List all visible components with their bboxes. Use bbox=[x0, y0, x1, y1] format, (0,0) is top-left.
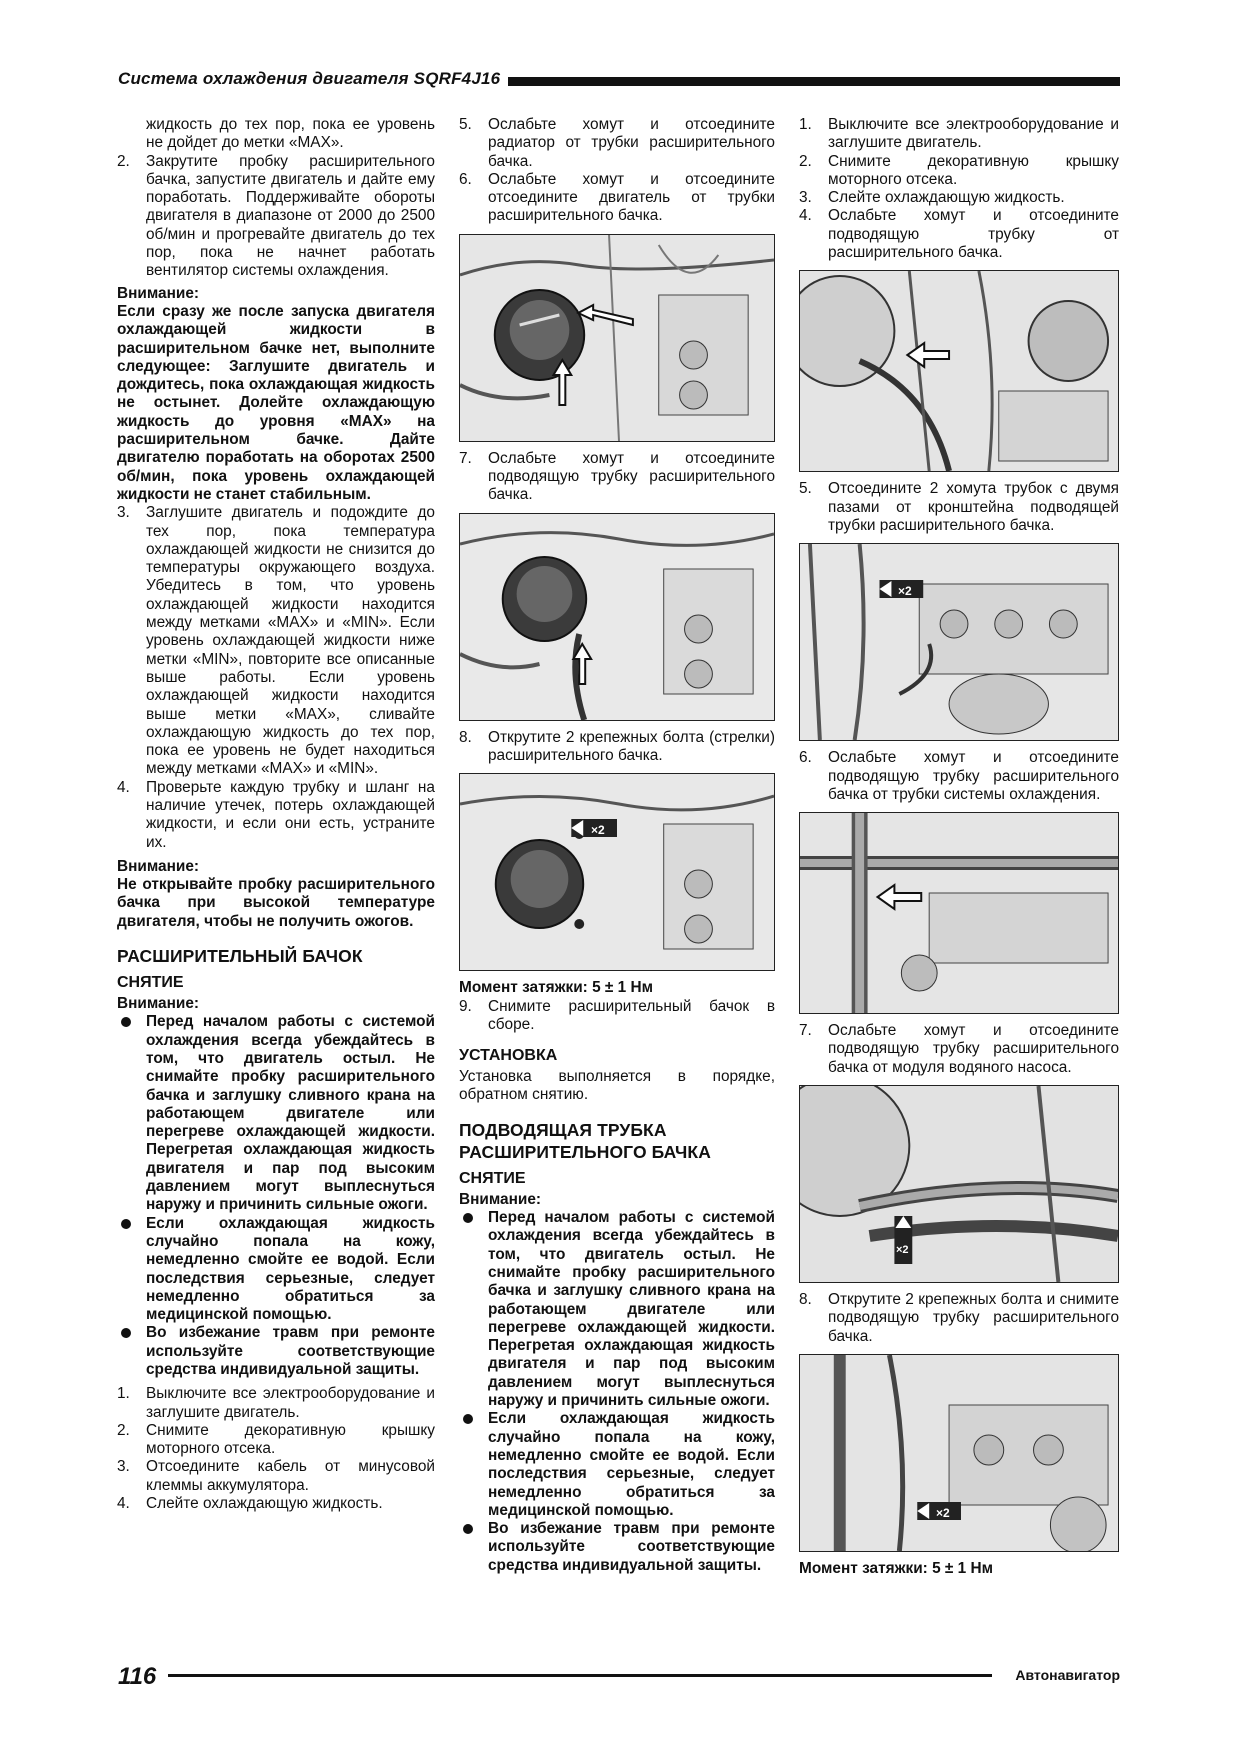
step-item: 5. Отсоедините 2 хомута трубок с двумя пазами от кронштейна подводящей трубки расширительного бачка. bbox=[799, 480, 1119, 534]
bullet-item: Если охлаждающая жидкость случайно попала на кожу, немедленно смойте ее водой. Если последствия серьезные, следует немедленно обратиться за медицинской помощью. bbox=[117, 1215, 435, 1325]
step-item: 7. Ослабьте хомут и отсоедините подводящую трубку расширительного бачка. bbox=[459, 449, 775, 504]
torque-spec: Момент затяжки: 5 ± 1 Нм bbox=[799, 1559, 993, 1577]
step-item: 3. Слейте охлаждающую жидкость. bbox=[799, 189, 1065, 207]
bullet-icon bbox=[463, 1524, 473, 1534]
step-item: 9. Снимите расширительный бачок в сборе. bbox=[459, 997, 775, 1033]
bullet-icon bbox=[121, 1219, 131, 1229]
bullet-item: Перед началом работы с системой охлаждения всегда убеждайтесь в том, что двигатель остыл. Не снимайте пробку расширительного бачка и заглушку сливного крана на работающем двигателе или перегреве охлаждающей жидкости. Перегретая охлаждающая жидкость двигателя и пар под высоким давлением могут выплеснуться наружу и причинить сильные ожоги. bbox=[459, 1209, 775, 1410]
step-item: 7. Ослабьте хомут и отсоедините подводящую трубку расширительного бачка от модуля водяного насоса. bbox=[799, 1022, 1119, 1076]
engine-photo-feed-tube-tank bbox=[799, 270, 1119, 472]
step-item: 2. Снимите декоративную крышку моторного отсека. bbox=[117, 1421, 435, 1458]
section-title: ПОДВОДЯЩАЯ ТРУБКА РАСШИРИТЕЛЬНОГО БАЧКА bbox=[459, 1119, 711, 1162]
step-item: 5. Ослабьте хомут и отсоедините радиатор от трубки расширительного бачка. bbox=[459, 116, 775, 170]
footer-rule bbox=[168, 1674, 992, 1677]
step-item: 1. Выключите все электрооборудование и заглушите двигатель. bbox=[117, 1385, 435, 1421]
step-item: 4. Ослабьте хомут и отсоедините подводящую трубку от расширительного бачка. bbox=[799, 207, 1119, 262]
engine-photo-tube-clamps bbox=[799, 543, 1119, 741]
paragraph: жидкость до тех пор, пока ее уровень не дойдет до метки «MAX». bbox=[146, 116, 435, 152]
step-item: 3. Отсоедините кабель от минусовой клеммы аккумулятора. bbox=[117, 1458, 435, 1494]
step-item: 8. Открутите 2 крепежных болта (стрелки) расширительного бачка. bbox=[459, 728, 775, 764]
bullet-icon bbox=[463, 1213, 473, 1223]
step-item: 4. Проверьте каждую трубку и шланг на наличие утечек, потерь охлаждающей жидкости, и если они есть, устраните их. bbox=[117, 778, 435, 851]
subsection-title: УСТАНОВКА bbox=[459, 1047, 558, 1065]
step-item: 2. Закрутите пробку расширительного бачка, запустите двигатель и дайте ему поработать. Поддерживайте обороты двигателя в диапазоне от 2000 до 2500 об/мин и прогревайте двигатель до тех пор, пока не начнет работать вентилятор системы охлаждения. bbox=[117, 152, 435, 280]
paragraph: Установка выполняется в порядке, обратном снятию. bbox=[459, 1068, 775, 1104]
step-item: 1. Выключите все электрооборудование и заглушите двигатель. bbox=[799, 116, 1119, 152]
quantity-badge: ×2 bbox=[898, 584, 912, 599]
quantity-badge: ×2 bbox=[936, 1505, 950, 1520]
bullet-icon bbox=[121, 1017, 131, 1027]
warning-label: Внимание: bbox=[117, 857, 200, 875]
engine-photo-feed-tube bbox=[459, 513, 775, 721]
column-3 bbox=[799, 116, 1119, 1578]
warning-text: Если сразу же после запуска двигателя охлаждающей жидкости в расширительном бачке нет, выполните следующее: Заглушите двигатель и дождитесь, пока охлаждающая жидкость не остынет. Долейте охлаждающую жидкость до уровня «MAX» на расширительном бачке. Дайте двигателю поработать на оборотах 2500 об/мин, пока уровень охлаждающей жидкости не станет стабильным. bbox=[117, 302, 435, 503]
step-item: 2. Снимите декоративную крышку моторного отсека. bbox=[799, 152, 1119, 188]
warning-text: Не открывайте пробку расширительного бачка при высокой температуре двигателя, чтобы не получить ожогов. bbox=[117, 876, 435, 930]
step-item: 8. Открутите 2 крепежных болта и снимите подводящую трубку расширительного бачка. bbox=[799, 1291, 1119, 1345]
warning-label: Внимание: bbox=[459, 1190, 542, 1208]
bullet-icon bbox=[121, 1328, 131, 1338]
bullet-item: Перед началом работы с системой охлаждения всегда убеждайтесь в том, что двигатель остыл. Не снимайте пробку расширительного бачка и заглушку сливного крана на работающем двигателе или перегреве охлаждающей жидкости. Перегретая охлаждающая жидкость двигателя и пар под высоким давлением могут выплеснуться наружу и причинить сильные ожоги. bbox=[117, 1013, 435, 1214]
quantity-badge: ×2 bbox=[896, 1244, 909, 1257]
column-1 bbox=[117, 116, 435, 1513]
step-item: 4. Слейте охлаждающую жидкость. bbox=[117, 1495, 383, 1513]
engine-photo-water-pump bbox=[799, 1085, 1119, 1283]
quantity-badge: ×2 bbox=[591, 823, 605, 838]
header-title: Система охлаждения двигателя SQRF4J16 bbox=[118, 69, 508, 89]
page-number: 116 bbox=[118, 1663, 166, 1691]
page-header bbox=[118, 69, 1120, 92]
torque-spec: Момент затяжки: 5 ± 1 Нм bbox=[459, 979, 653, 997]
engine-photo-expansion-tank bbox=[459, 234, 775, 442]
bullet-item: Во избежание травм при ремонте используйте соответствующие средства индивидуальной защиты. bbox=[117, 1324, 435, 1379]
page-footer bbox=[118, 1663, 1120, 1689]
engine-photo-tank-bolts bbox=[459, 773, 775, 971]
bullet-item: Если охлаждающая жидкость случайно попала на кожу, немедленно смойте ее водой. Если последствия серьезные, следует немедленно обратиться за медицинской помощью. bbox=[459, 1410, 775, 1520]
engine-photo-feed-tube-bolts bbox=[799, 1354, 1119, 1552]
step-item: 3. Заглушите двигатель и подождите до тех пор, пока температура охлаждающей жидкости не снизится до температуры окружающего воздуха. Убедитесь в том, что уровень охлаждающей жидкости находится между метками «MAX» и «MIN». Если уровень охлаждающей жидкости ниже метки «MIN», повторите все описанные выше работы. Если уровень охлаждающей жидкости находится выше метки «MAX», сливайте охлаждающую жидкость до тех пор, пока ее уровень не будет находиться между метками «MAX» и «MIN». bbox=[117, 504, 435, 778]
bullet-item: Во избежание травм при ремонте используйте соответствующие средства индивидуальной защиты. bbox=[459, 1520, 775, 1575]
warning-label: Внимание: bbox=[117, 995, 200, 1013]
step-item: 6. Ослабьте хомут и отсоедините отсоедините двигатель от трубки расширительного бачка. bbox=[459, 170, 775, 225]
subsection-title: СНЯТИЕ bbox=[117, 974, 184, 992]
warning-label: Внимание: bbox=[117, 284, 200, 302]
publisher-brand: Автонавигатор bbox=[1015, 1667, 1120, 1683]
column-2 bbox=[459, 116, 775, 1575]
step-item: 6. Ослабьте хомут и отсоедините подводящую трубку расширительного бачка от трубки системы охлаждения. bbox=[799, 749, 1119, 803]
subsection-title: СНЯТИЕ bbox=[459, 1169, 526, 1187]
section-title: РАСШИРИТЕЛЬНЫЙ БАЧОК bbox=[117, 946, 363, 967]
engine-photo-cooling-tube bbox=[799, 812, 1119, 1014]
bullet-icon bbox=[463, 1414, 473, 1424]
